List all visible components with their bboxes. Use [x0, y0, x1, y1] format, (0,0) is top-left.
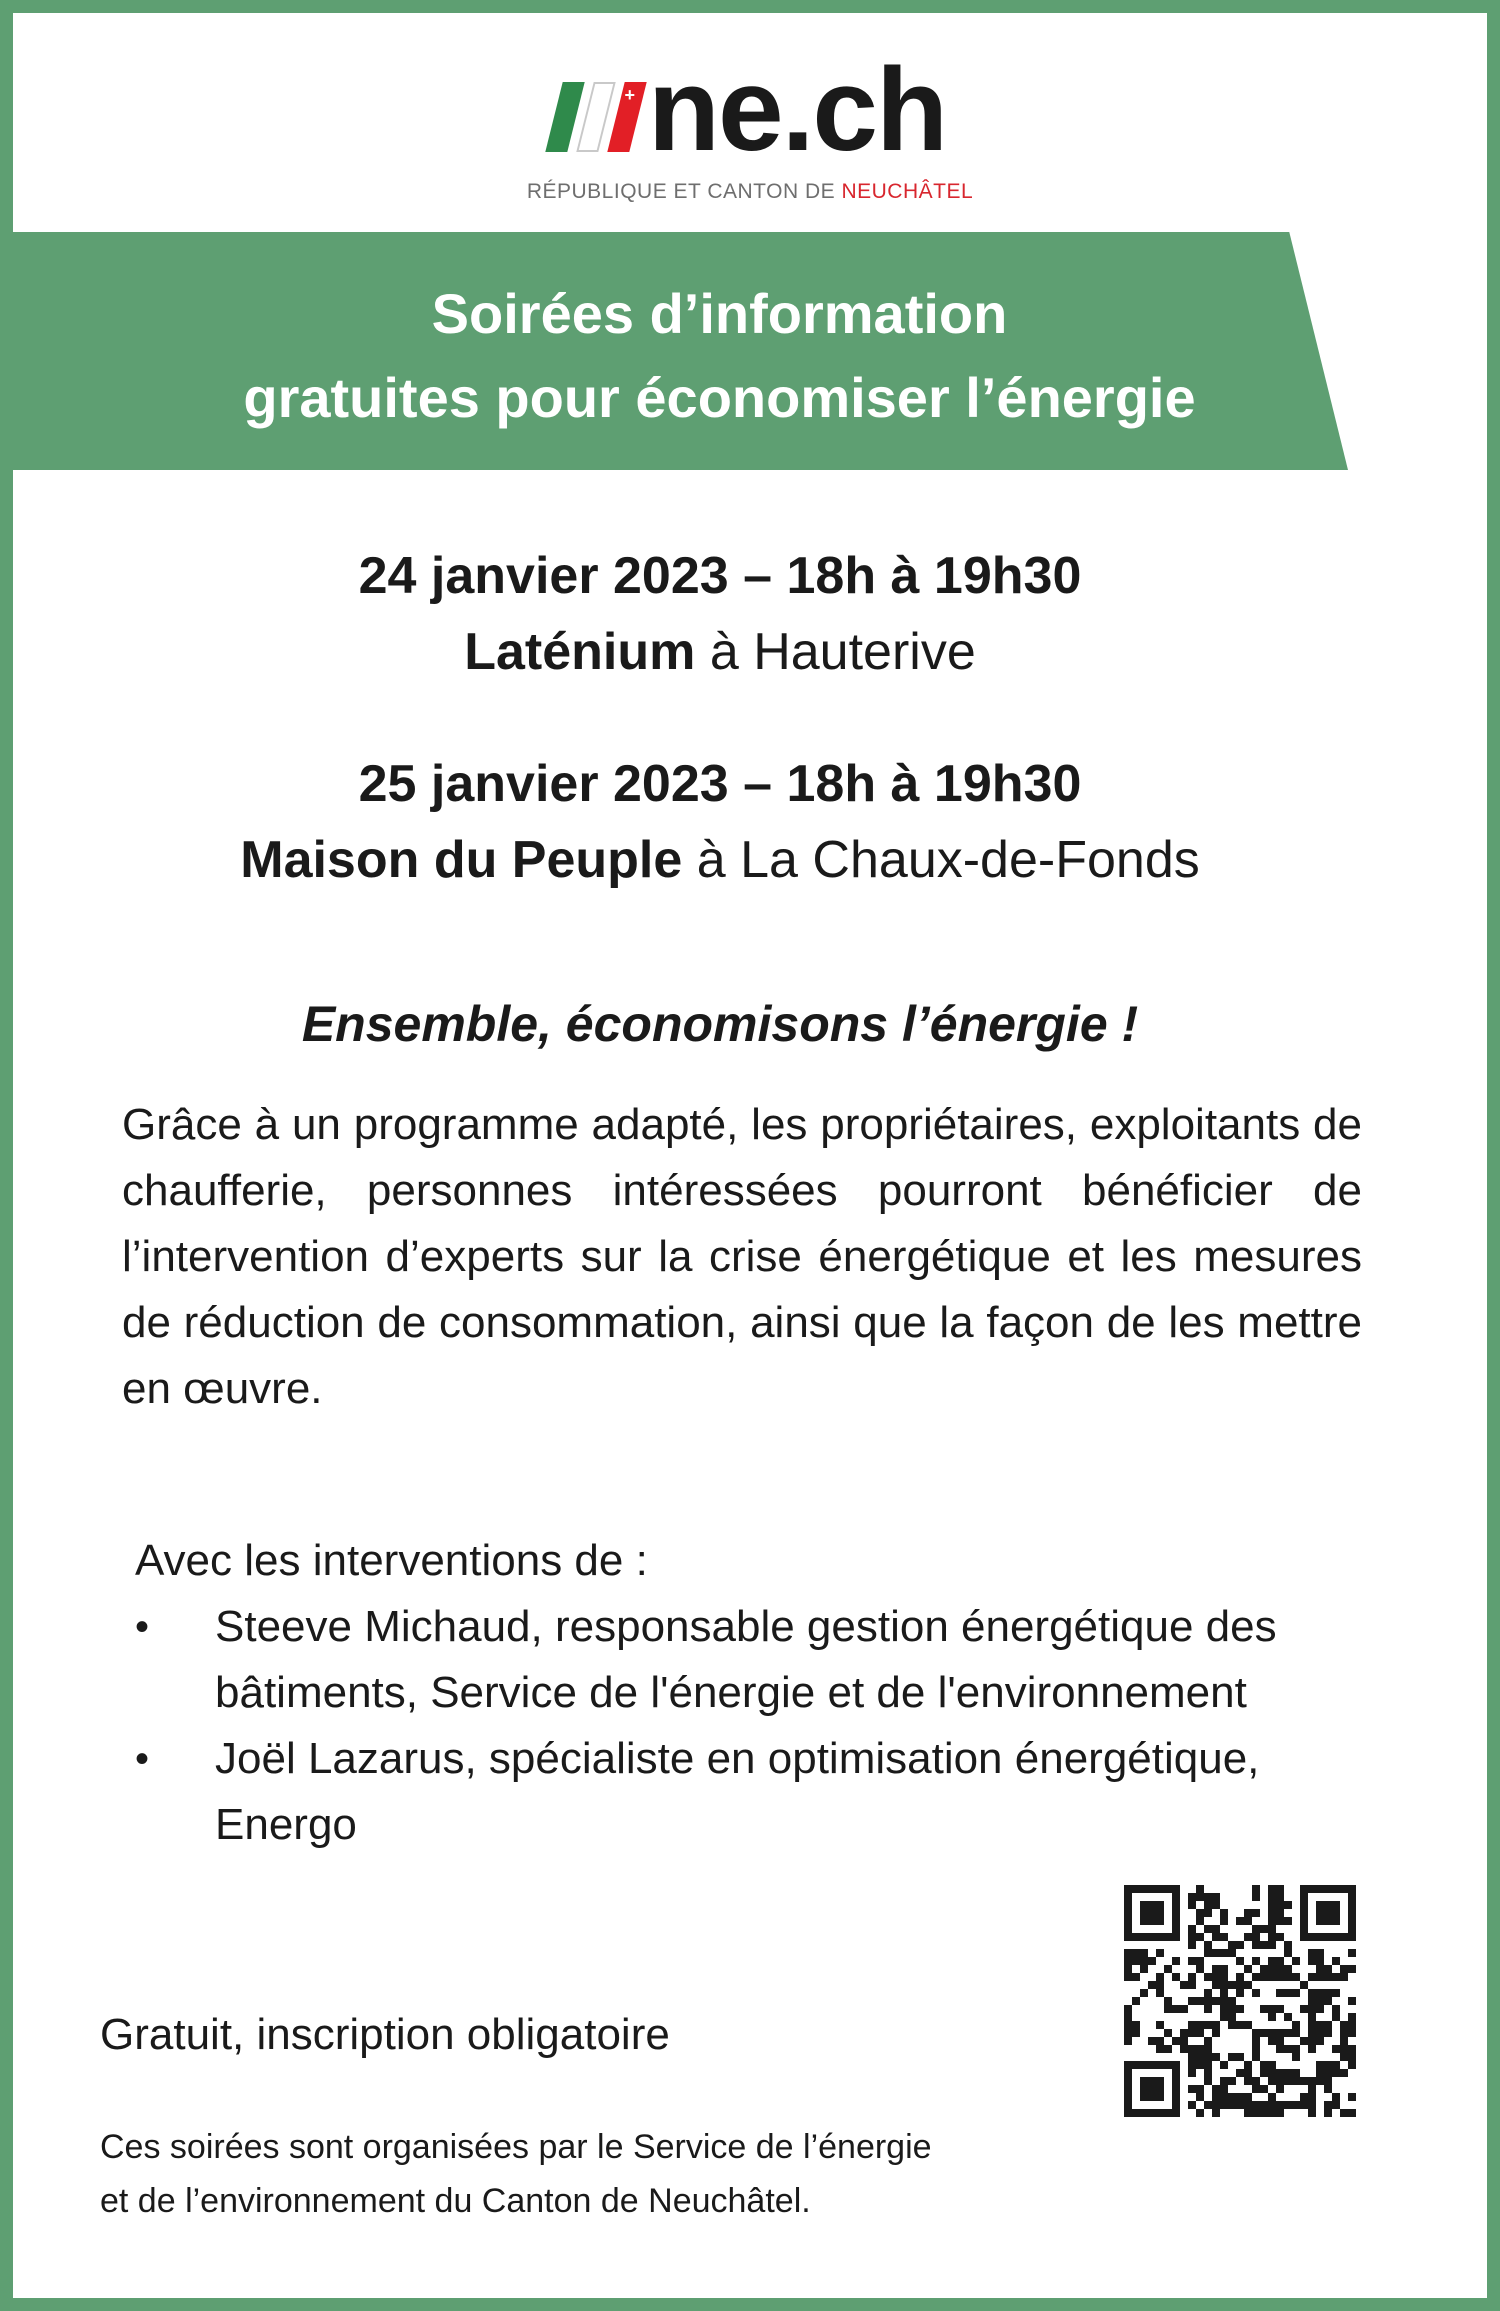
- banner-title-line1: Soirées d’information: [431, 282, 1008, 345]
- footnote-line2: et de l’environnement du Canton de Neuchâtel.: [100, 2182, 811, 2220]
- event-1: [0, 538, 1440, 690]
- event-datetime: 24 janvier 2023 – 18h à 19h30: [358, 547, 1082, 605]
- logo-flag-icon: +: [554, 82, 638, 152]
- footnote-line1: Ces soirées sont organisées par le Service de l’énergie: [100, 2128, 932, 2166]
- registration-note: Gratuit, inscription obligatoire: [100, 2010, 670, 2059]
- event-datetime: 25 janvier 2023 – 18h à 19h30: [358, 755, 1082, 813]
- qr-code-icon[interactable]: [1124, 1885, 1356, 2117]
- interventions-intro: Avec les interventions de :: [135, 1536, 648, 1585]
- speaker-item: [135, 1726, 1385, 1858]
- banner-title: [13, 272, 1426, 440]
- event-2: [0, 746, 1440, 898]
- tagline: Ensemble, économisons l’énergie !: [301, 996, 1139, 1052]
- speaker-text: Steeve Michaud, responsable gestion énergétique des bâtiments, Service de l'énergie et de l'environnement: [215, 1602, 1277, 1717]
- event-location: Laténium à Hauterive: [464, 623, 976, 681]
- speaker-text: Joël Lazarus, spécialiste en optimisation énergétique, Energo: [215, 1734, 1260, 1849]
- bullet-icon: •: [135, 1605, 150, 1649]
- logo-wordmark: ne.ch: [647, 44, 947, 176]
- description: Grâce à un programme adapté, les propriétaires, exploitants de chaufferie, personnes intéressées pourront bénéficier de l’intervention d’experts sur la crise énergétique et les mesures de réduction de consommation, ainsi que la façon de les mettre en œuvre.: [122, 1100, 1362, 1413]
- speaker-item: [135, 1594, 1385, 1726]
- bullet-icon: •: [135, 1737, 150, 1781]
- logo: [0, 44, 1500, 204]
- footnote: [100, 2120, 932, 2228]
- interventions: [135, 1528, 1385, 1858]
- event-location: Maison du Peuple à La Chaux-de-Fonds: [240, 831, 1200, 889]
- logo-subtitle: RÉPUBLIQUE ET CANTON DE NEUCHÂTEL: [526, 180, 974, 203]
- banner-title-line2: gratuites pour économiser l’énergie: [243, 366, 1196, 429]
